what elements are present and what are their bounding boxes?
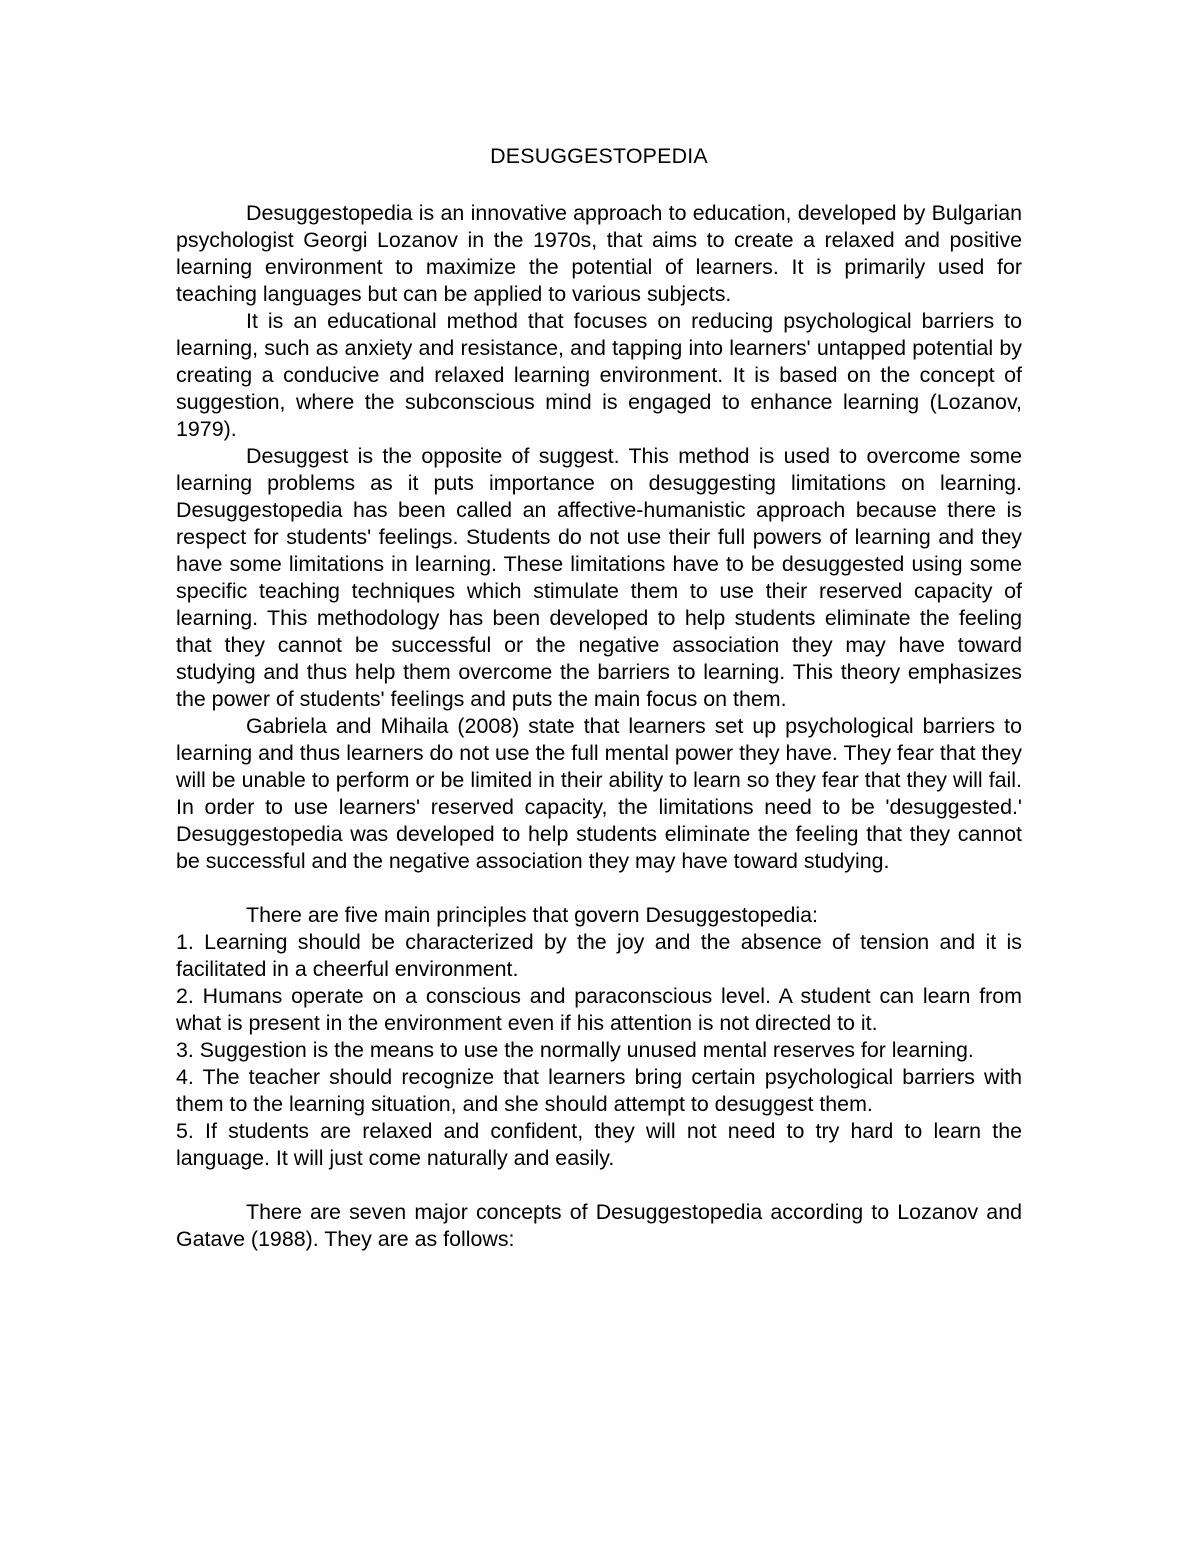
principle-item-5: 5. If students are relaxed and confident, they will not need to try hard to learn the language. It will just come naturally and easily. [176, 1119, 1022, 1170]
blank-line [176, 1172, 1022, 1199]
paragraph-intro: Desuggestopedia is an innovative approach to education, developed by Bulgarian psychologist Georgi Lozanov in the 1970s, that aims to create a relaxed and positive learning environment to maximize the potential of learners. It is primarily used for teaching languages but can be applied to various subjects. [176, 201, 1022, 306]
paragraph-gabriela-mihaila: Gabriela and Mihaila (2008) state that learners set up psychological barriers to learning and thus learners do not use the full mental power they have. They fear that they will be unable to perform or be limited in their ability to learn so they fear that they will fail. In order to use learners' reserved capacity, the limitations need to be 'desuggested.' Desuggestopedia was developed to help students eliminate the feeling that they cannot be successful and the negative association they may have toward studying. [176, 714, 1022, 873]
document-title: DESUGGESTOPEDIA [490, 144, 708, 168]
principle-item-4: 4. The teacher should recognize that learners bring certain psychological barriers with them to the learning situation, and she should attempt to desuggest them. [176, 1065, 1022, 1116]
paragraph-method: It is an educational method that focuses on reducing psychological barriers to learning, such as anxiety and resistance, and tapping into learners' untapped potential by creating a conducive and relaxed learning environment. It is based on the concept of suggestion, where the subconscious mind is engaged to enhance learning (Lozanov, 1979). [176, 309, 1022, 441]
document-page [176, 140, 1022, 1253]
principle-item-2: 2. Humans operate on a conscious and paraconscious level. A student can learn from what is present in the environment even if his attention is not directed to it. [176, 984, 1022, 1035]
principle-item-1: 1. Learning should be characterized by the joy and the absence of tension and it is facilitated in a cheerful environment. [176, 930, 1022, 981]
concepts-intro: There are seven major concepts of Desuggestopedia according to Lozanov and Gatave (1988). They are as follows: [176, 1200, 1022, 1251]
paragraph-desuggest: Desuggest is the opposite of suggest. This method is used to overcome some learning problems as it puts importance on desuggesting limitations on learning. Desuggestopedia has been called an affective-humanistic approach because there is respect for students' feelings. Students do not use their full powers of learning and they have some limitations in learning. These limitations have to be desuggested using some specific teaching techniques which stimulate them to use their reserved capacity of learning. This methodology has been developed to help students eliminate the feeling that they cannot be successful or the negative association they may have toward studying and thus help them overcome the barriers to learning. This theory emphasizes the power of students' feelings and puts the main focus on them. [176, 444, 1022, 711]
principle-item-3: 3. Suggestion is the means to use the normally unused mental reserves for learning. [176, 1038, 974, 1062]
principles-intro: There are five main principles that govern Desuggestopedia: [246, 903, 818, 927]
blank-line [176, 875, 1022, 902]
